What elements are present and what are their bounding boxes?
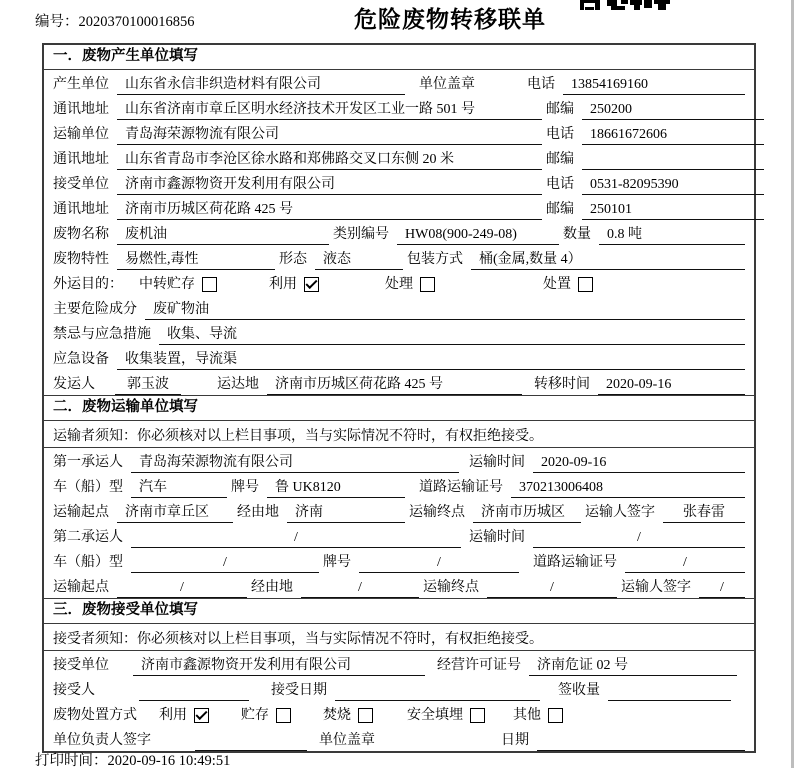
purpose-option-transfer-storage	[139, 274, 217, 295]
disposal-option-store	[241, 705, 291, 726]
purpose-option-treat-label: 处理	[385, 277, 413, 292]
receiver-phone-label: 电话	[546, 177, 574, 192]
utilize-checkbox	[304, 277, 319, 292]
receiver-notice: 接受者须知：你必须核对以上栏目事项，当与实际情况不符时，有权拒绝接受。	[53, 632, 543, 647]
emergency-equipment-label: 应急设备	[53, 352, 109, 367]
section3-header: 三．废物接受单位填写	[44, 598, 754, 624]
first-vehicle-type-label: 车（船）型	[53, 480, 123, 495]
producer-value: 山东省永信非织造材料有限公司	[117, 74, 405, 95]
purpose-option-transfer-storage-label: 中转贮存	[139, 277, 195, 292]
receiver-zip-label: 邮编	[546, 202, 574, 217]
second-road-license-value: /	[625, 552, 745, 573]
packaging-label: 包装方式	[407, 252, 463, 267]
purpose-option-dispose-label: 处置	[543, 277, 571, 292]
disposal-option-incinerate	[323, 705, 373, 726]
shipper-label: 发运人	[53, 377, 95, 392]
second-route-end-label: 运输终点	[423, 580, 479, 595]
transporter-phone-value: 18661672606	[582, 124, 764, 145]
waste-category-label: 类别编号	[333, 227, 389, 242]
purpose-option-dispose	[543, 274, 593, 295]
accept-date-label: 接受日期	[271, 683, 327, 698]
unit-seal-label: 单位盖章	[319, 733, 375, 748]
manifest-form	[42, 43, 756, 753]
first-road-license-value: 370213006408	[511, 477, 745, 498]
acceptor-value	[139, 680, 249, 701]
producer-address-row	[44, 95, 754, 120]
qr-code-icon	[580, 0, 670, 16]
disposal-method-label: 废物处置方式	[53, 708, 137, 723]
accept-date-value	[335, 680, 540, 701]
first-carrier-row	[44, 448, 754, 473]
treat-checkbox	[420, 277, 435, 292]
emergency-measures-label: 禁忌与应急措施	[53, 327, 151, 342]
second-carrier-value: /	[131, 527, 461, 548]
transporter-phone-label: 电话	[546, 127, 574, 142]
emergency-equipment-row	[44, 345, 754, 370]
receiver-address-row	[44, 195, 754, 220]
print-time-label: 打印时间：	[35, 753, 108, 769]
waste-form-value: 液态	[315, 249, 403, 270]
transfer-purpose-row	[44, 270, 754, 295]
acceptor-label: 接受人	[53, 683, 95, 698]
waste-qty-label: 数量	[563, 227, 591, 242]
receiver-phone-value: 0531-82095390	[582, 174, 764, 195]
acceptor-row	[44, 676, 754, 701]
destination-label: 运达地	[217, 377, 259, 392]
second-route-via-value: /	[301, 577, 419, 598]
purpose-option-utilize	[269, 274, 319, 295]
document-number-label: 编号：	[35, 14, 79, 30]
second-route-start-value: /	[117, 577, 247, 598]
waste-name-value: 废机油	[117, 224, 329, 245]
waste-qty-value: 0.8 吨	[599, 224, 745, 245]
transporter-value: 青岛海荣源物流有限公司	[117, 124, 542, 145]
disposal-incinerate-checkbox	[358, 708, 373, 723]
first-carrier-label: 第一承运人	[53, 455, 123, 470]
shipper-value: 郭玉波	[115, 374, 181, 395]
transfer-time-value: 2020-09-16	[598, 374, 745, 395]
receiver-address-value: 济南市历城区荷花路 425 号	[117, 199, 542, 220]
producer-phone-value: 13854169160	[563, 74, 745, 95]
disposal-utilize-checkbox	[194, 708, 209, 723]
sign-date-label: 日期	[501, 733, 529, 748]
print-time	[35, 749, 230, 770]
transporter-address-row	[44, 145, 754, 170]
emergency-measures-value: 收集、导流	[159, 324, 745, 345]
second-vehicle-type-label: 车（船）型	[53, 555, 123, 570]
first-plate-value: 鲁 UK8120	[267, 477, 405, 498]
first-route-end-value: 济南市历城区	[473, 502, 581, 523]
transporter-address-label: 通讯地址	[53, 152, 109, 167]
first-route-start-label: 运输起点	[53, 505, 109, 520]
second-plate-value: /	[359, 552, 519, 573]
producer-zip-label: 邮编	[546, 102, 574, 117]
producer-address-value: 山东省济南市章丘区明水经济技术开发区工业一路 501 号	[117, 99, 542, 120]
received-qty-label: 签收量	[558, 683, 600, 698]
purpose-option-utilize-label: 利用	[269, 277, 297, 292]
hazard-component-row	[44, 295, 754, 320]
transporter-notice-row	[44, 421, 754, 448]
permit-label: 经营许可证号	[437, 658, 521, 673]
print-time-value: 2020-09-16 10:49:51	[107, 753, 231, 769]
second-route-row	[44, 573, 754, 598]
destination-value: 济南市历城区荷花路 425 号	[267, 374, 522, 395]
waste-name-label: 废物名称	[53, 227, 109, 242]
first-route-start-value: 济南市章丘区	[117, 502, 233, 523]
waste-property-label: 废物特性	[53, 252, 109, 267]
responsible-sign-row	[44, 726, 754, 751]
second-carrier-sign-label: 运输人签字	[621, 580, 691, 595]
document-header	[0, 0, 796, 40]
second-carrier-sign-value: /	[699, 577, 745, 598]
transporter-row	[44, 120, 754, 145]
producer-zip-value: 250200	[582, 99, 764, 120]
document-number	[35, 10, 195, 31]
first-transport-time-value: 2020-09-16	[533, 452, 745, 473]
second-route-end-value: /	[487, 577, 617, 598]
second-vehicle-row	[44, 548, 754, 573]
second-route-via-label: 经由地	[251, 580, 293, 595]
disposal-method-row	[44, 701, 754, 726]
sign-date-value	[537, 730, 745, 751]
transporter-notice: 运输者须知：你必须核对以上栏目事项，当与实际情况不符时，有权拒绝接受。	[53, 429, 543, 444]
producer-row	[44, 70, 754, 95]
first-vehicle-row	[44, 473, 754, 498]
first-route-row	[44, 498, 754, 523]
second-transport-time-value: /	[533, 527, 745, 548]
disposal-option-incinerate-label: 焚烧	[323, 708, 351, 723]
page-right-edge	[791, 0, 794, 768]
first-plate-label: 牌号	[231, 480, 259, 495]
producer-label: 产生单位	[53, 77, 109, 92]
emergency-equipment-value: 收集装置，导流渠	[117, 349, 745, 370]
second-plate-label: 牌号	[323, 555, 351, 570]
receiver-value: 济南市鑫源物资开发利用有限公司	[117, 174, 542, 195]
producer-address-label: 通讯地址	[53, 102, 109, 117]
accept-unit-row	[44, 651, 754, 676]
disposal-option-landfill	[407, 705, 485, 726]
disposal-landfill-checkbox	[470, 708, 485, 723]
transporter-address-value: 山东省青岛市李沧区徐水路和郑佛路交叉口东侧 20 米	[117, 149, 542, 170]
second-vehicle-type-value: /	[131, 552, 319, 573]
disposal-option-other-label: 其他	[513, 708, 541, 723]
accept-unit-value: 济南市鑫源物资开发利用有限公司	[133, 655, 425, 676]
producer-phone-label: 电话	[527, 77, 555, 92]
shipper-row	[44, 370, 754, 395]
hazard-component-value: 废矿物油	[145, 299, 745, 320]
transporter-zip-label: 邮编	[546, 152, 574, 167]
accept-unit-label: 接受单位	[53, 658, 109, 673]
waste-form-label: 形态	[279, 252, 307, 267]
second-transport-time-label: 运输时间	[469, 530, 525, 545]
receiver-address-label: 通讯地址	[53, 202, 109, 217]
disposal-option-other	[513, 705, 563, 726]
transfer-time-label: 转移时间	[534, 377, 590, 392]
permit-value: 济南危证 02 号	[529, 655, 737, 676]
hazard-component-label: 主要危险成分	[53, 302, 137, 317]
second-road-license-label: 道路运输证号	[533, 555, 617, 570]
transporter-zip-value	[582, 149, 764, 170]
waste-category-value: HW08(900-249-08)	[397, 224, 559, 245]
disposal-option-landfill-label: 安全填埋	[407, 708, 463, 723]
waste-name-row	[44, 220, 754, 245]
disposal-store-checkbox	[276, 708, 291, 723]
first-route-via-label: 经由地	[237, 505, 279, 520]
responsible-sign-value	[195, 730, 307, 751]
transfer-storage-checkbox	[202, 277, 217, 292]
responsible-sign-label: 单位负责人签字	[53, 733, 151, 748]
first-carrier-value: 青岛海荣源物流有限公司	[131, 452, 459, 473]
purpose-option-treat	[385, 274, 435, 295]
transfer-purpose-label: 外运目的：	[53, 277, 123, 292]
first-route-end-label: 运输终点	[409, 505, 465, 520]
disposal-option-store-label: 贮存	[241, 708, 269, 723]
received-qty-value	[608, 680, 731, 701]
transporter-label: 运输单位	[53, 127, 109, 142]
receiver-notice-row	[44, 624, 754, 651]
receiver-row	[44, 170, 754, 195]
producer-seal-label: 单位盖章	[419, 77, 475, 92]
second-carrier-row	[44, 523, 754, 548]
section2-header: 二．废物运输单位填写	[44, 395, 754, 421]
first-carrier-sign-value: 张春雷	[663, 502, 745, 523]
dispose-checkbox	[578, 277, 593, 292]
first-vehicle-type-value: 汽车	[131, 477, 227, 498]
second-route-start-label: 运输起点	[53, 580, 109, 595]
section1-header: 一．废物产生单位填写	[44, 45, 754, 70]
packaging-value: 桶(金属,数量 4）	[471, 249, 745, 270]
disposal-option-utilize	[159, 705, 209, 726]
disposal-other-checkbox	[548, 708, 563, 723]
waste-property-value: 易燃性,毒性	[117, 249, 275, 270]
receiver-label: 接受单位	[53, 177, 109, 192]
disposal-option-utilize-label: 利用	[159, 708, 187, 723]
page-title: 危险废物转移联单	[354, 7, 546, 32]
first-carrier-sign-label: 运输人签字	[585, 505, 655, 520]
second-carrier-label: 第二承运人	[53, 530, 123, 545]
receiver-zip-value: 250101	[582, 199, 764, 220]
first-road-license-label: 道路运输证号	[419, 480, 503, 495]
first-route-via-value: 济南	[287, 502, 405, 523]
waste-property-row	[44, 245, 754, 270]
emergency-measures-row	[44, 320, 754, 345]
document-number-value: 2020370100016856	[78, 14, 195, 30]
first-transport-time-label: 运输时间	[469, 455, 525, 470]
